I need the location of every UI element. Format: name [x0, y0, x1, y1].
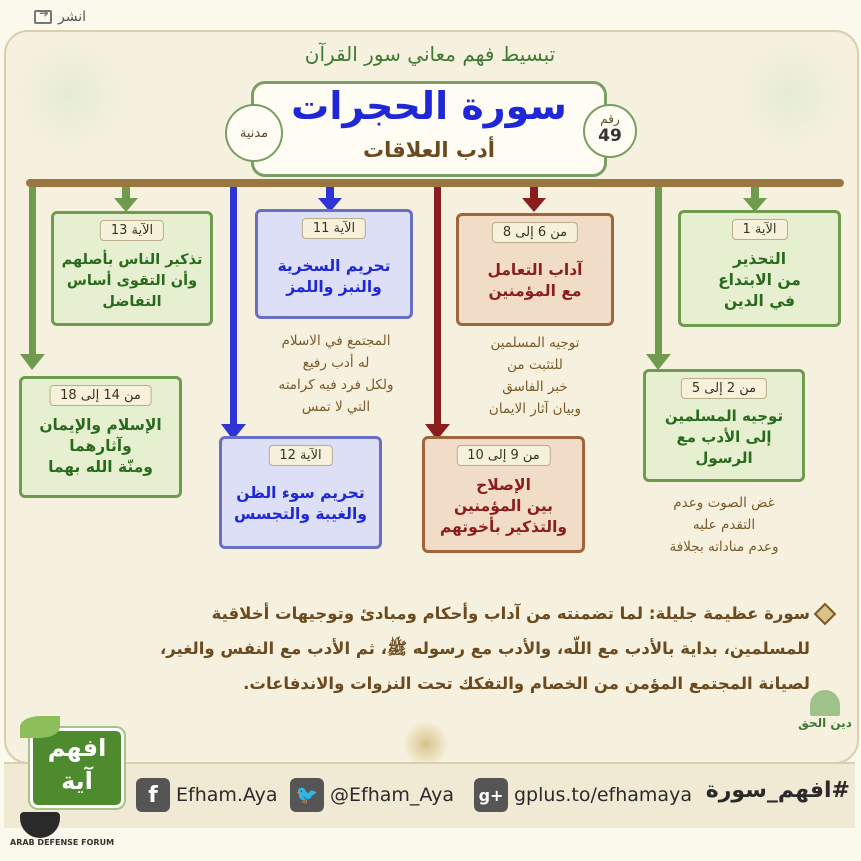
app-logo[interactable]	[30, 728, 124, 808]
brand-logo	[795, 690, 855, 740]
card-verse-13	[51, 211, 213, 326]
arrow-head-a2	[646, 354, 671, 370]
card-ref: من 2 إلى 5	[681, 378, 767, 399]
card-ref: الآية 12	[268, 445, 332, 466]
note-verses-2-5: غض الصوت وعدم التقدم عليه وعدم مناداته بجلافة	[669, 495, 779, 555]
card-ref: من 14 إلى 18	[49, 385, 152, 406]
page-title: سورة الحجرات	[291, 84, 567, 128]
logo-text-1: افهم	[47, 734, 107, 762]
facebook-label: Efham.Aya	[176, 784, 278, 806]
leaf-icon	[20, 716, 60, 738]
center-ornament	[404, 722, 448, 766]
card-verses-9-10	[422, 436, 585, 553]
card-verses-6-8	[456, 213, 614, 326]
card-ref: الآية 13	[100, 220, 164, 241]
card-text: الإصلاح بين المؤمنين والتذكير بأخوتهم	[439, 476, 568, 536]
surah-number: 49	[598, 126, 622, 146]
logo-text-2: آية	[61, 767, 93, 795]
card-ref: الآية 1	[731, 219, 787, 240]
card-ref: من 9 إلى 10	[456, 445, 551, 466]
note-verse-11: المجتمع في الاسلام له أدب رفيع ولكل فرد فيه كرامته التي لا تمس	[278, 333, 394, 415]
twitter-link[interactable]	[290, 772, 454, 818]
number-label: رقم	[600, 112, 620, 126]
card-text: تذكير الناس بأصلهم وأن التقوى أساس التفاضل	[61, 252, 203, 310]
card-verse-1	[678, 210, 841, 327]
hashtag[interactable]: #افهم_سورة	[705, 778, 850, 803]
card-ref: الآية 11	[302, 218, 366, 239]
note-verses-6-8: توجيه المسلمين للتثبت من خبر الفاسق وبيان آثار الايمان	[488, 335, 582, 417]
card-text: توجيه المسلمين إلى الأدب مع الرسول	[664, 407, 784, 467]
card-verses-14-18	[19, 376, 182, 498]
gplus-link[interactable]	[474, 772, 692, 818]
card-text: آداب التعامل مع المؤمنين	[487, 261, 583, 300]
card-text: التحذير من الابتداع في الدين	[718, 250, 801, 310]
mosque-icon	[810, 690, 840, 716]
arrow-head-a13	[114, 198, 138, 212]
twitter-label: @Efham_Aya	[330, 784, 454, 806]
card-verses-2-5	[643, 369, 805, 482]
arrow-head-a14	[20, 354, 45, 370]
summary-text: سورة عظيمة جليلة: لما تضمنته من آداب وأحكام ومبادئ وتوجيهات أخلاقية للمسلمين، بداية بالأدب مع اللّه، والأدب مع رسوله ﷺ، ثم الأدب مع النفس والغير، لصيانة المجتمع المؤمن من الخصام والتفكك تحت النزوات والاندفاعات.	[159, 604, 810, 693]
share-label: انشر	[58, 9, 86, 25]
card-verse-11	[255, 209, 413, 319]
header-subtitle: تبسيط فهم معاني سور القرآن	[304, 42, 556, 66]
card-text: تحريم سوء الظن والغيبة والتجسس	[234, 484, 367, 523]
facebook-icon: f	[136, 778, 170, 812]
card-text: تحريم السخرية والنبز واللمز	[277, 257, 391, 296]
arrow-head-a6	[522, 198, 546, 212]
google-plus-icon: g+	[474, 778, 508, 812]
watermark-label: ARAB DEFENSE FORUM	[10, 838, 115, 847]
shield-icon	[20, 812, 60, 838]
revelation-label: مدنية	[239, 125, 269, 141]
gplus-label: gplus.to/efhamaya	[514, 784, 692, 806]
surah-theme: أدب العلاقات	[362, 138, 495, 162]
watermark-logo	[0, 812, 150, 860]
twitter-icon: 🐦	[290, 778, 324, 812]
card-verse-12	[219, 436, 382, 549]
card-text: الإسلام والإيمان وآثارهما ومنّة الله بهما	[39, 416, 162, 476]
facebook-link[interactable]	[136, 772, 278, 818]
share-icon: ➜	[34, 10, 52, 24]
brand-right-label: دين الحق	[798, 716, 852, 730]
card-ref: من 6 إلى 8	[492, 222, 578, 243]
